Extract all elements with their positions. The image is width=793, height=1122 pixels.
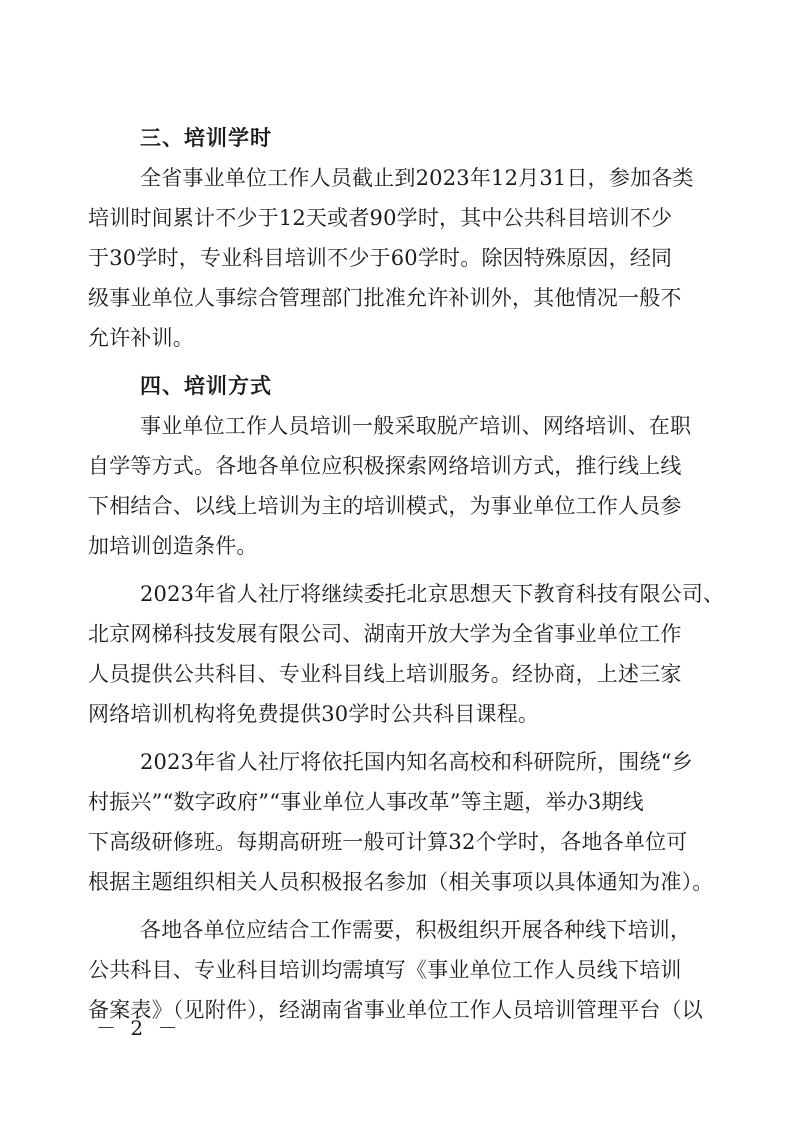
text-line: 北京网梯科技发展有限公司、湖南开放大学为全省事业单位工作 <box>88 622 682 646</box>
text-line: 下相结合、以线上培训为主的培训模式，为事业单位工作人员参 <box>88 494 682 518</box>
text-line: 网络培训机构将免费提供30学时公共科目课程。 <box>88 702 540 726</box>
paragraph <box>88 406 710 566</box>
text-line: 村振兴”“数字政府”“事业单位人事改革”等主题，举办3期线 <box>88 790 644 814</box>
text-line: 事业单位工作人员培训一般采取脱产培训、网络培训、在职 <box>140 414 692 438</box>
paragraph <box>88 742 714 902</box>
text-line: 级事业单位人事综合管理部门批准允许补训外，其他情况一般不 <box>88 286 682 310</box>
text-line: 人员提供公共科目、专业科目线上培训服务。经协商，上述三家 <box>88 662 682 686</box>
page-number: － 2 － <box>96 1016 182 1040</box>
text-line: 根据主题组织相关人员积极报名参加（相关事项以具体通知为准）。 <box>88 870 714 894</box>
text-line: 于30学时，专业科目培训不少于60学时。除因特殊原因，经同 <box>88 246 673 270</box>
section-heading-training-methods: 四、培训方式 <box>140 374 272 398</box>
text-line: 2023年省人社厅将继续委托北京思想天下教育科技有限公司、 <box>140 582 725 606</box>
text-line: 允许补训。 <box>88 326 194 350</box>
text-line: 2023年省人社厅将依托国内知名高校和科研院所，围绕“乡 <box>140 750 693 774</box>
text-line: 各地各单位应结合工作需要，积极组织开展各种线下培训， <box>140 918 692 942</box>
text-line: 全省事业单位工作人员截止到2023年12月31日，参加各类 <box>140 166 694 190</box>
page-content <box>88 118 725 1030</box>
text-line: 备案表》（见附件），经湖南省事业单位工作人员培训管理平台（以 <box>88 998 703 1022</box>
paragraph <box>88 574 725 734</box>
text-line: 下高级研修班。每期高研班一般可计算32个学时，各地各单位可 <box>88 830 688 854</box>
text-line: 自学等方式。各地各单位应积极探索网络培训方式，推行线上线 <box>88 454 682 478</box>
text-line: 培训时间累计不少于12天或者90学时，其中公共科目培训不少 <box>88 206 673 230</box>
text-line: 加培训创造条件。 <box>88 534 258 558</box>
text-line: 公共科目、专业科目培训均需填写《事业单位工作人员线下培训 <box>88 958 682 982</box>
paragraph <box>88 158 710 358</box>
section-heading-training-hours: 三、培训学时 <box>140 126 272 150</box>
